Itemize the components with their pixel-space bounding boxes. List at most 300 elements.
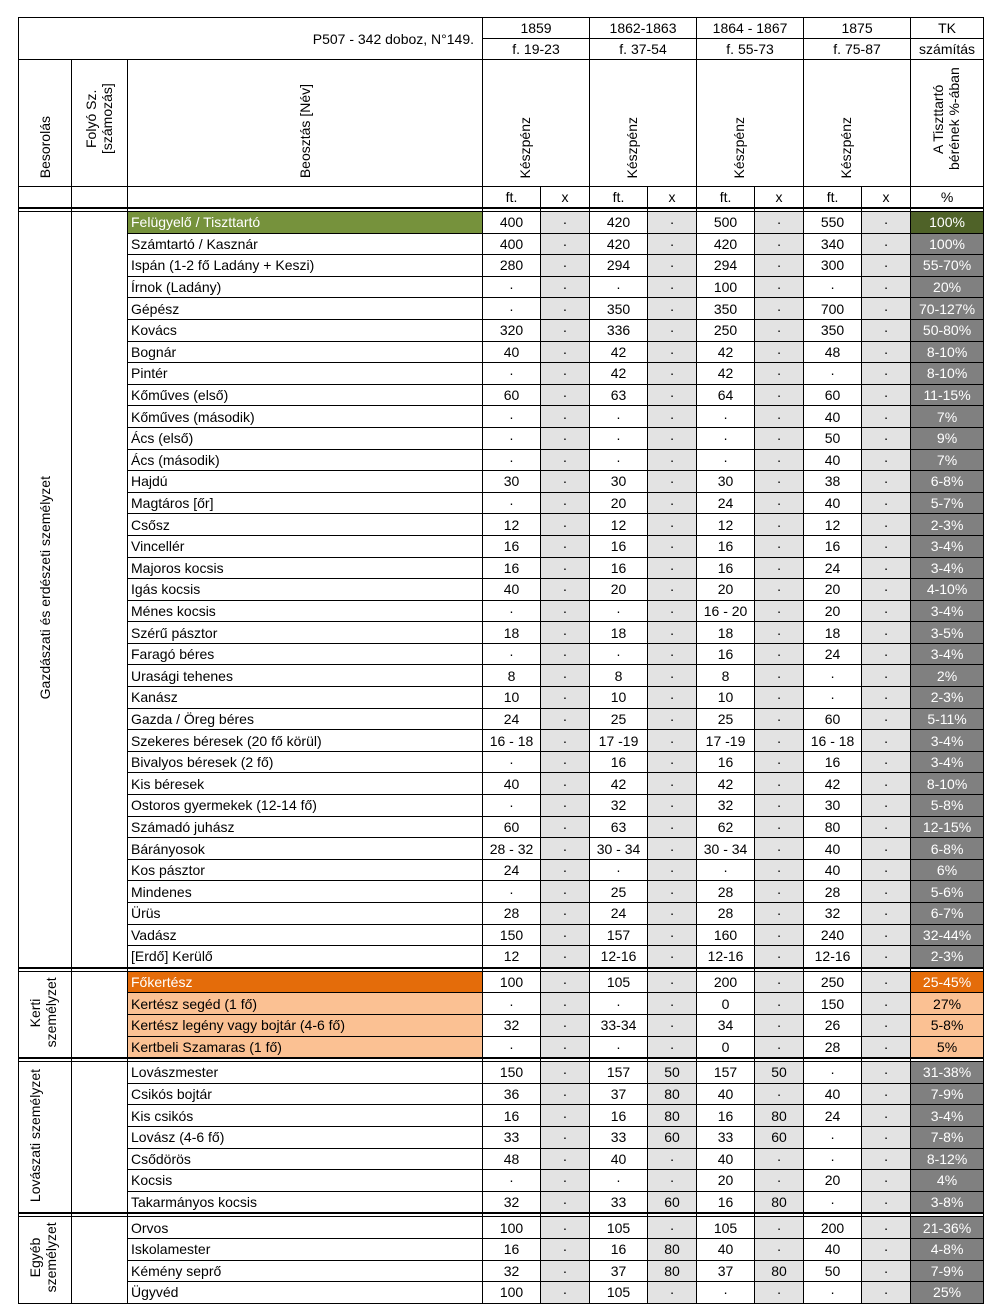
cash-value: 25 <box>697 708 755 730</box>
tk-percent: 6-7% <box>911 903 984 925</box>
x-value: 80 <box>755 1105 804 1127</box>
position-name: Faragó béres <box>128 643 483 665</box>
x-value: · <box>862 859 911 881</box>
tk-percent: 55-70% <box>911 255 984 277</box>
cash-value: · <box>483 993 541 1015</box>
cash-value: 60 <box>804 384 862 406</box>
cash-value: 60 <box>483 384 541 406</box>
tk-percent: 8-10% <box>911 363 984 385</box>
x-value: · <box>541 903 590 925</box>
cash-value: · <box>804 1282 862 1304</box>
table-row <box>19 881 984 903</box>
unit-x: x <box>648 187 697 209</box>
group-label: Kerti személyzet <box>19 971 72 1058</box>
x-value: · <box>541 1036 590 1058</box>
table-row <box>19 946 984 968</box>
x-value: · <box>541 622 590 644</box>
position-name: Takarmányos kocsis <box>128 1191 483 1213</box>
tk-percent: 9% <box>911 427 984 449</box>
cash-value: 16 <box>483 1105 541 1127</box>
x-value: · <box>541 600 590 622</box>
x-value: · <box>541 1260 590 1282</box>
x-value: · <box>862 1105 911 1127</box>
x-value: · <box>648 622 697 644</box>
position-name: Szekeres béresek (20 fő körül) <box>128 730 483 752</box>
cash-value: 64 <box>697 384 755 406</box>
x-value: · <box>541 859 590 881</box>
cash-value: · <box>804 1148 862 1170</box>
position-name: Írnok (Ladány) <box>128 276 483 298</box>
cash-value: 28 - 32 <box>483 838 541 860</box>
cash-value: 40 <box>804 406 862 428</box>
x-value: · <box>541 751 590 773</box>
cash-value: 42 <box>590 363 648 385</box>
tk-percent: 7% <box>911 406 984 428</box>
cash-value: · <box>697 449 755 471</box>
x-value: · <box>862 816 911 838</box>
cash-value: · <box>590 993 648 1015</box>
cash-value: 294 <box>697 255 755 277</box>
table-row <box>19 730 984 752</box>
tk-percent: 2-3% <box>911 946 984 968</box>
x-value: · <box>862 579 911 601</box>
x-value: · <box>755 298 804 320</box>
table-row <box>19 1217 984 1239</box>
unit-blank <box>128 187 483 209</box>
group-label: Gazdászati és erdészeti személyzet <box>19 212 72 968</box>
x-value: · <box>755 751 804 773</box>
cash-value: 18 <box>697 622 755 644</box>
cash-value: · <box>804 276 862 298</box>
cash-value: 240 <box>804 924 862 946</box>
cash-value: · <box>590 1170 648 1192</box>
position-name: Számadó juhász <box>128 816 483 838</box>
tk-subheading: számítás <box>911 39 984 60</box>
cash-value: 20 <box>697 579 755 601</box>
table-row <box>19 255 984 277</box>
cash-value: · <box>483 1036 541 1058</box>
x-value: · <box>541 1105 590 1127</box>
cash-value: 16 <box>697 557 755 579</box>
cash-value: 16 - 20 <box>697 600 755 622</box>
cash-value: · <box>804 687 862 709</box>
x-value: · <box>648 449 697 471</box>
x-value: · <box>862 643 911 665</box>
cash-value: 100 <box>483 1217 541 1239</box>
x-value: · <box>648 816 697 838</box>
cash-value: · <box>590 1036 648 1058</box>
cash-value: · <box>697 859 755 881</box>
col-header-keszpenz: Készpénz <box>483 60 590 187</box>
table-row <box>19 406 984 428</box>
col-header-folyo-sz: Folyó Sz. [számozás] <box>72 60 128 187</box>
x-value: · <box>541 1126 590 1148</box>
cash-value: · <box>590 449 648 471</box>
table-row <box>19 449 984 471</box>
cash-value: 30 <box>483 471 541 493</box>
tk-percent: 70-127% <box>911 298 984 320</box>
tk-percent: 3-8% <box>911 1191 984 1213</box>
cash-value: 157 <box>590 924 648 946</box>
cash-value: 24 <box>590 903 648 925</box>
cash-value: 350 <box>697 298 755 320</box>
tk-percent: 6% <box>911 859 984 881</box>
col-header-besorolas: Besorolás <box>19 60 72 187</box>
cash-value: 37 <box>697 1260 755 1282</box>
source-reference: P507 - 342 doboz, N°149. <box>19 18 483 60</box>
x-value: · <box>648 233 697 255</box>
tk-percent: 12-15% <box>911 816 984 838</box>
table-row <box>19 993 984 1015</box>
cash-value: · <box>483 492 541 514</box>
x-value: · <box>862 1014 911 1036</box>
table-row <box>19 212 984 234</box>
x-value: · <box>648 212 697 234</box>
table-row <box>19 751 984 773</box>
x-value: · <box>648 971 697 993</box>
cash-value: 50 <box>804 1260 862 1282</box>
cash-value: 8 <box>590 665 648 687</box>
x-value: · <box>541 1083 590 1105</box>
tk-percent: 20% <box>911 276 984 298</box>
x-value: · <box>648 1282 697 1304</box>
table-row <box>19 1062 984 1084</box>
cash-value: 30 - 34 <box>697 838 755 860</box>
cash-value: 16 <box>804 535 862 557</box>
table-row <box>19 903 984 925</box>
x-value: · <box>755 557 804 579</box>
x-value: · <box>541 1148 590 1170</box>
x-value: · <box>541 341 590 363</box>
cash-value: · <box>483 298 541 320</box>
cash-value: · <box>804 1126 862 1148</box>
x-value: · <box>541 665 590 687</box>
x-value: · <box>648 665 697 687</box>
x-value: · <box>541 687 590 709</box>
x-value: · <box>541 1170 590 1192</box>
cash-value: · <box>804 665 862 687</box>
cash-value: · <box>483 276 541 298</box>
x-value: · <box>648 406 697 428</box>
table-row <box>19 971 984 993</box>
x-value: · <box>648 600 697 622</box>
x-value: 80 <box>755 1260 804 1282</box>
x-value: · <box>862 1191 911 1213</box>
cash-value: 320 <box>483 319 541 341</box>
cash-value: 40 <box>590 1148 648 1170</box>
position-name: Ürüs <box>128 903 483 925</box>
tk-percent: 5-11% <box>911 708 984 730</box>
position-name: Bivalyos béresek (2 fő) <box>128 751 483 773</box>
x-value: · <box>755 276 804 298</box>
cash-value: 42 <box>804 773 862 795</box>
cash-value: · <box>483 406 541 428</box>
position-name: Gazda / Öreg béres <box>128 708 483 730</box>
position-name: Csősz <box>128 514 483 536</box>
cash-value: 40 <box>483 341 541 363</box>
tk-percent: 5-8% <box>911 1014 984 1036</box>
x-value: · <box>755 1170 804 1192</box>
cash-value: 63 <box>590 384 648 406</box>
cash-value: 24 <box>697 492 755 514</box>
x-value: · <box>648 859 697 881</box>
cash-value: 48 <box>804 341 862 363</box>
cash-value: 10 <box>697 687 755 709</box>
tk-percent: 4-10% <box>911 579 984 601</box>
tk-percent: 100% <box>911 212 984 234</box>
cash-value: 16 <box>483 1238 541 1260</box>
cash-value: 33 <box>590 1191 648 1213</box>
tk-percent: 3-4% <box>911 600 984 622</box>
cash-value: 34 <box>697 1014 755 1036</box>
x-value: · <box>755 492 804 514</box>
x-value: · <box>862 1217 911 1239</box>
cash-value: 280 <box>483 255 541 277</box>
cash-value: 40 <box>804 1083 862 1105</box>
group-label: Lovászati személyzet <box>19 1062 72 1214</box>
x-value: · <box>648 730 697 752</box>
cash-value: 28 <box>697 903 755 925</box>
tk-percent: 25-45% <box>911 971 984 993</box>
unit-ft: ft. <box>483 187 541 209</box>
cash-value: 300 <box>804 255 862 277</box>
x-value: · <box>862 1148 911 1170</box>
x-value: 80 <box>648 1260 697 1282</box>
cash-value: 24 <box>804 643 862 665</box>
x-value: · <box>541 255 590 277</box>
x-value: · <box>541 924 590 946</box>
x-value: · <box>648 579 697 601</box>
tk-percent: 3-4% <box>911 1105 984 1127</box>
table-row <box>19 643 984 665</box>
cash-value: 16 <box>697 751 755 773</box>
cash-value: 10 <box>590 687 648 709</box>
x-value: · <box>648 946 697 968</box>
x-value: · <box>541 643 590 665</box>
x-value: · <box>648 363 697 385</box>
x-value: · <box>862 838 911 860</box>
x-value: · <box>648 255 697 277</box>
folyo-sz-cell <box>72 212 128 968</box>
x-value: · <box>648 514 697 536</box>
cash-value: 16 <box>804 751 862 773</box>
x-value: · <box>755 730 804 752</box>
position-name: Számtartó / Kasznár <box>128 233 483 255</box>
tk-percent: 50-80% <box>911 319 984 341</box>
folyo-sz-cell <box>72 1062 128 1214</box>
x-value: · <box>862 795 911 817</box>
cash-value: · <box>804 363 862 385</box>
folyo-sz-cell <box>72 1217 128 1303</box>
x-value: · <box>648 557 697 579</box>
cash-value: 42 <box>697 363 755 385</box>
cash-value: 18 <box>804 622 862 644</box>
tk-heading: TK <box>911 18 984 39</box>
x-value: · <box>755 971 804 993</box>
cash-value: 400 <box>483 233 541 255</box>
tk-percent: 6-8% <box>911 471 984 493</box>
x-value: · <box>755 255 804 277</box>
cash-value: 63 <box>590 816 648 838</box>
position-name: Bárányosok <box>128 838 483 860</box>
x-value: · <box>862 514 911 536</box>
cash-value: · <box>590 276 648 298</box>
cash-value: 40 <box>697 1083 755 1105</box>
x-value: · <box>648 751 697 773</box>
cash-value: 250 <box>804 971 862 993</box>
x-value: · <box>755 1083 804 1105</box>
x-value: · <box>862 687 911 709</box>
x-value: · <box>541 1282 590 1304</box>
position-name: Kanász <box>128 687 483 709</box>
table-row <box>19 1170 984 1192</box>
x-value: 50 <box>755 1062 804 1084</box>
x-value: · <box>755 212 804 234</box>
tk-percent: 8-10% <box>911 341 984 363</box>
x-value: · <box>648 1217 697 1239</box>
x-value: · <box>755 816 804 838</box>
tk-percent: 5% <box>911 1036 984 1058</box>
table-row <box>19 622 984 644</box>
tk-percent: 2% <box>911 665 984 687</box>
x-value: · <box>648 795 697 817</box>
table-row <box>19 514 984 536</box>
cash-value: 16 - 18 <box>804 730 862 752</box>
period-folio: f. 75-87 <box>804 39 911 60</box>
cash-value: 20 <box>804 579 862 601</box>
x-value: · <box>755 579 804 601</box>
cash-value: 60 <box>483 816 541 838</box>
table-row <box>19 687 984 709</box>
table-row <box>19 816 984 838</box>
tk-percent: 2-3% <box>911 687 984 709</box>
x-value: · <box>755 708 804 730</box>
cash-value: 150 <box>804 993 862 1015</box>
x-value: · <box>755 859 804 881</box>
cash-value: 16 <box>590 751 648 773</box>
x-value: · <box>541 993 590 1015</box>
x-value: · <box>755 514 804 536</box>
position-name: Csikós bojtár <box>128 1083 483 1105</box>
cash-value: 28 <box>804 881 862 903</box>
x-value: · <box>755 881 804 903</box>
position-name: Ispán (1-2 fő Ladány + Keszi) <box>128 255 483 277</box>
x-value: · <box>755 1036 804 1058</box>
unit-x: x <box>541 187 590 209</box>
cash-value: 500 <box>697 212 755 234</box>
cash-value: 340 <box>804 233 862 255</box>
x-value: · <box>755 773 804 795</box>
x-value: · <box>862 903 911 925</box>
cash-value: 420 <box>590 212 648 234</box>
x-value: · <box>755 924 804 946</box>
cash-value: 105 <box>697 1217 755 1239</box>
period-year: 1864 - 1867 <box>697 18 804 39</box>
table-row <box>19 1260 984 1282</box>
cash-value: 100 <box>483 1282 541 1304</box>
x-value: · <box>862 1282 911 1304</box>
cash-value: 350 <box>590 298 648 320</box>
cash-value: 0 <box>697 1036 755 1058</box>
x-value: · <box>541 1217 590 1239</box>
cash-value: 24 <box>483 859 541 881</box>
position-name: Ács (második) <box>128 449 483 471</box>
period-year: 1875 <box>804 18 911 39</box>
tk-percent: 7-9% <box>911 1260 984 1282</box>
col-header-keszpenz: Készpénz <box>590 60 697 187</box>
cash-value: 17 -19 <box>697 730 755 752</box>
cash-value: 60 <box>804 708 862 730</box>
cash-value: 25 <box>590 881 648 903</box>
x-value: · <box>541 1238 590 1260</box>
cash-value: 42 <box>697 773 755 795</box>
cash-value: · <box>804 1191 862 1213</box>
position-name: Vincellér <box>128 535 483 557</box>
table-row <box>19 1036 984 1058</box>
cash-value: 25 <box>590 708 648 730</box>
x-value: · <box>862 363 911 385</box>
x-value: · <box>862 1083 911 1105</box>
tk-percent: 32-44% <box>911 924 984 946</box>
tk-percent: 31-38% <box>911 1062 984 1084</box>
cash-value: 16 <box>590 1105 648 1127</box>
position-name: Iskolamester <box>128 1238 483 1260</box>
x-value: · <box>755 838 804 860</box>
cash-value: 420 <box>697 233 755 255</box>
cash-value: 32 <box>697 795 755 817</box>
x-value: · <box>862 993 911 1015</box>
x-value: · <box>541 730 590 752</box>
cash-value: 40 <box>697 1238 755 1260</box>
position-name: Ügyvéd <box>128 1282 483 1304</box>
position-name: Lovász (4-6 fő) <box>128 1126 483 1148</box>
table-row <box>19 298 984 320</box>
x-value: · <box>541 514 590 536</box>
cash-value: · <box>483 1170 541 1192</box>
unit-ft: ft. <box>804 187 862 209</box>
table-row <box>19 795 984 817</box>
position-name: Kos pásztor <box>128 859 483 881</box>
x-value: · <box>862 535 911 557</box>
x-value: · <box>541 1014 590 1036</box>
cash-value: 37 <box>590 1083 648 1105</box>
tk-percent: 8-12% <box>911 1148 984 1170</box>
unit-blank <box>72 187 128 209</box>
unit-ft: ft. <box>697 187 755 209</box>
x-value: · <box>648 643 697 665</box>
x-value: · <box>755 1014 804 1036</box>
tk-percent: 5-7% <box>911 492 984 514</box>
cash-value: · <box>697 427 755 449</box>
col-header-beosztas: Beosztás [Név] <box>128 60 483 187</box>
tk-percent: 5-6% <box>911 881 984 903</box>
cash-value: 12-16 <box>804 946 862 968</box>
x-value: · <box>541 881 590 903</box>
x-value: · <box>648 535 697 557</box>
x-value: · <box>648 1170 697 1192</box>
cash-value: 40 <box>804 1238 862 1260</box>
cash-value: 37 <box>590 1260 648 1282</box>
cash-value: 32 <box>483 1014 541 1036</box>
tk-percent: 3-4% <box>911 535 984 557</box>
cash-value: 18 <box>590 622 648 644</box>
x-value: · <box>541 384 590 406</box>
cash-value: 24 <box>804 557 862 579</box>
tk-percent: 3-5% <box>911 622 984 644</box>
cash-value: 16 <box>697 1105 755 1127</box>
x-value: · <box>755 233 804 255</box>
tk-percent: 7-9% <box>911 1083 984 1105</box>
